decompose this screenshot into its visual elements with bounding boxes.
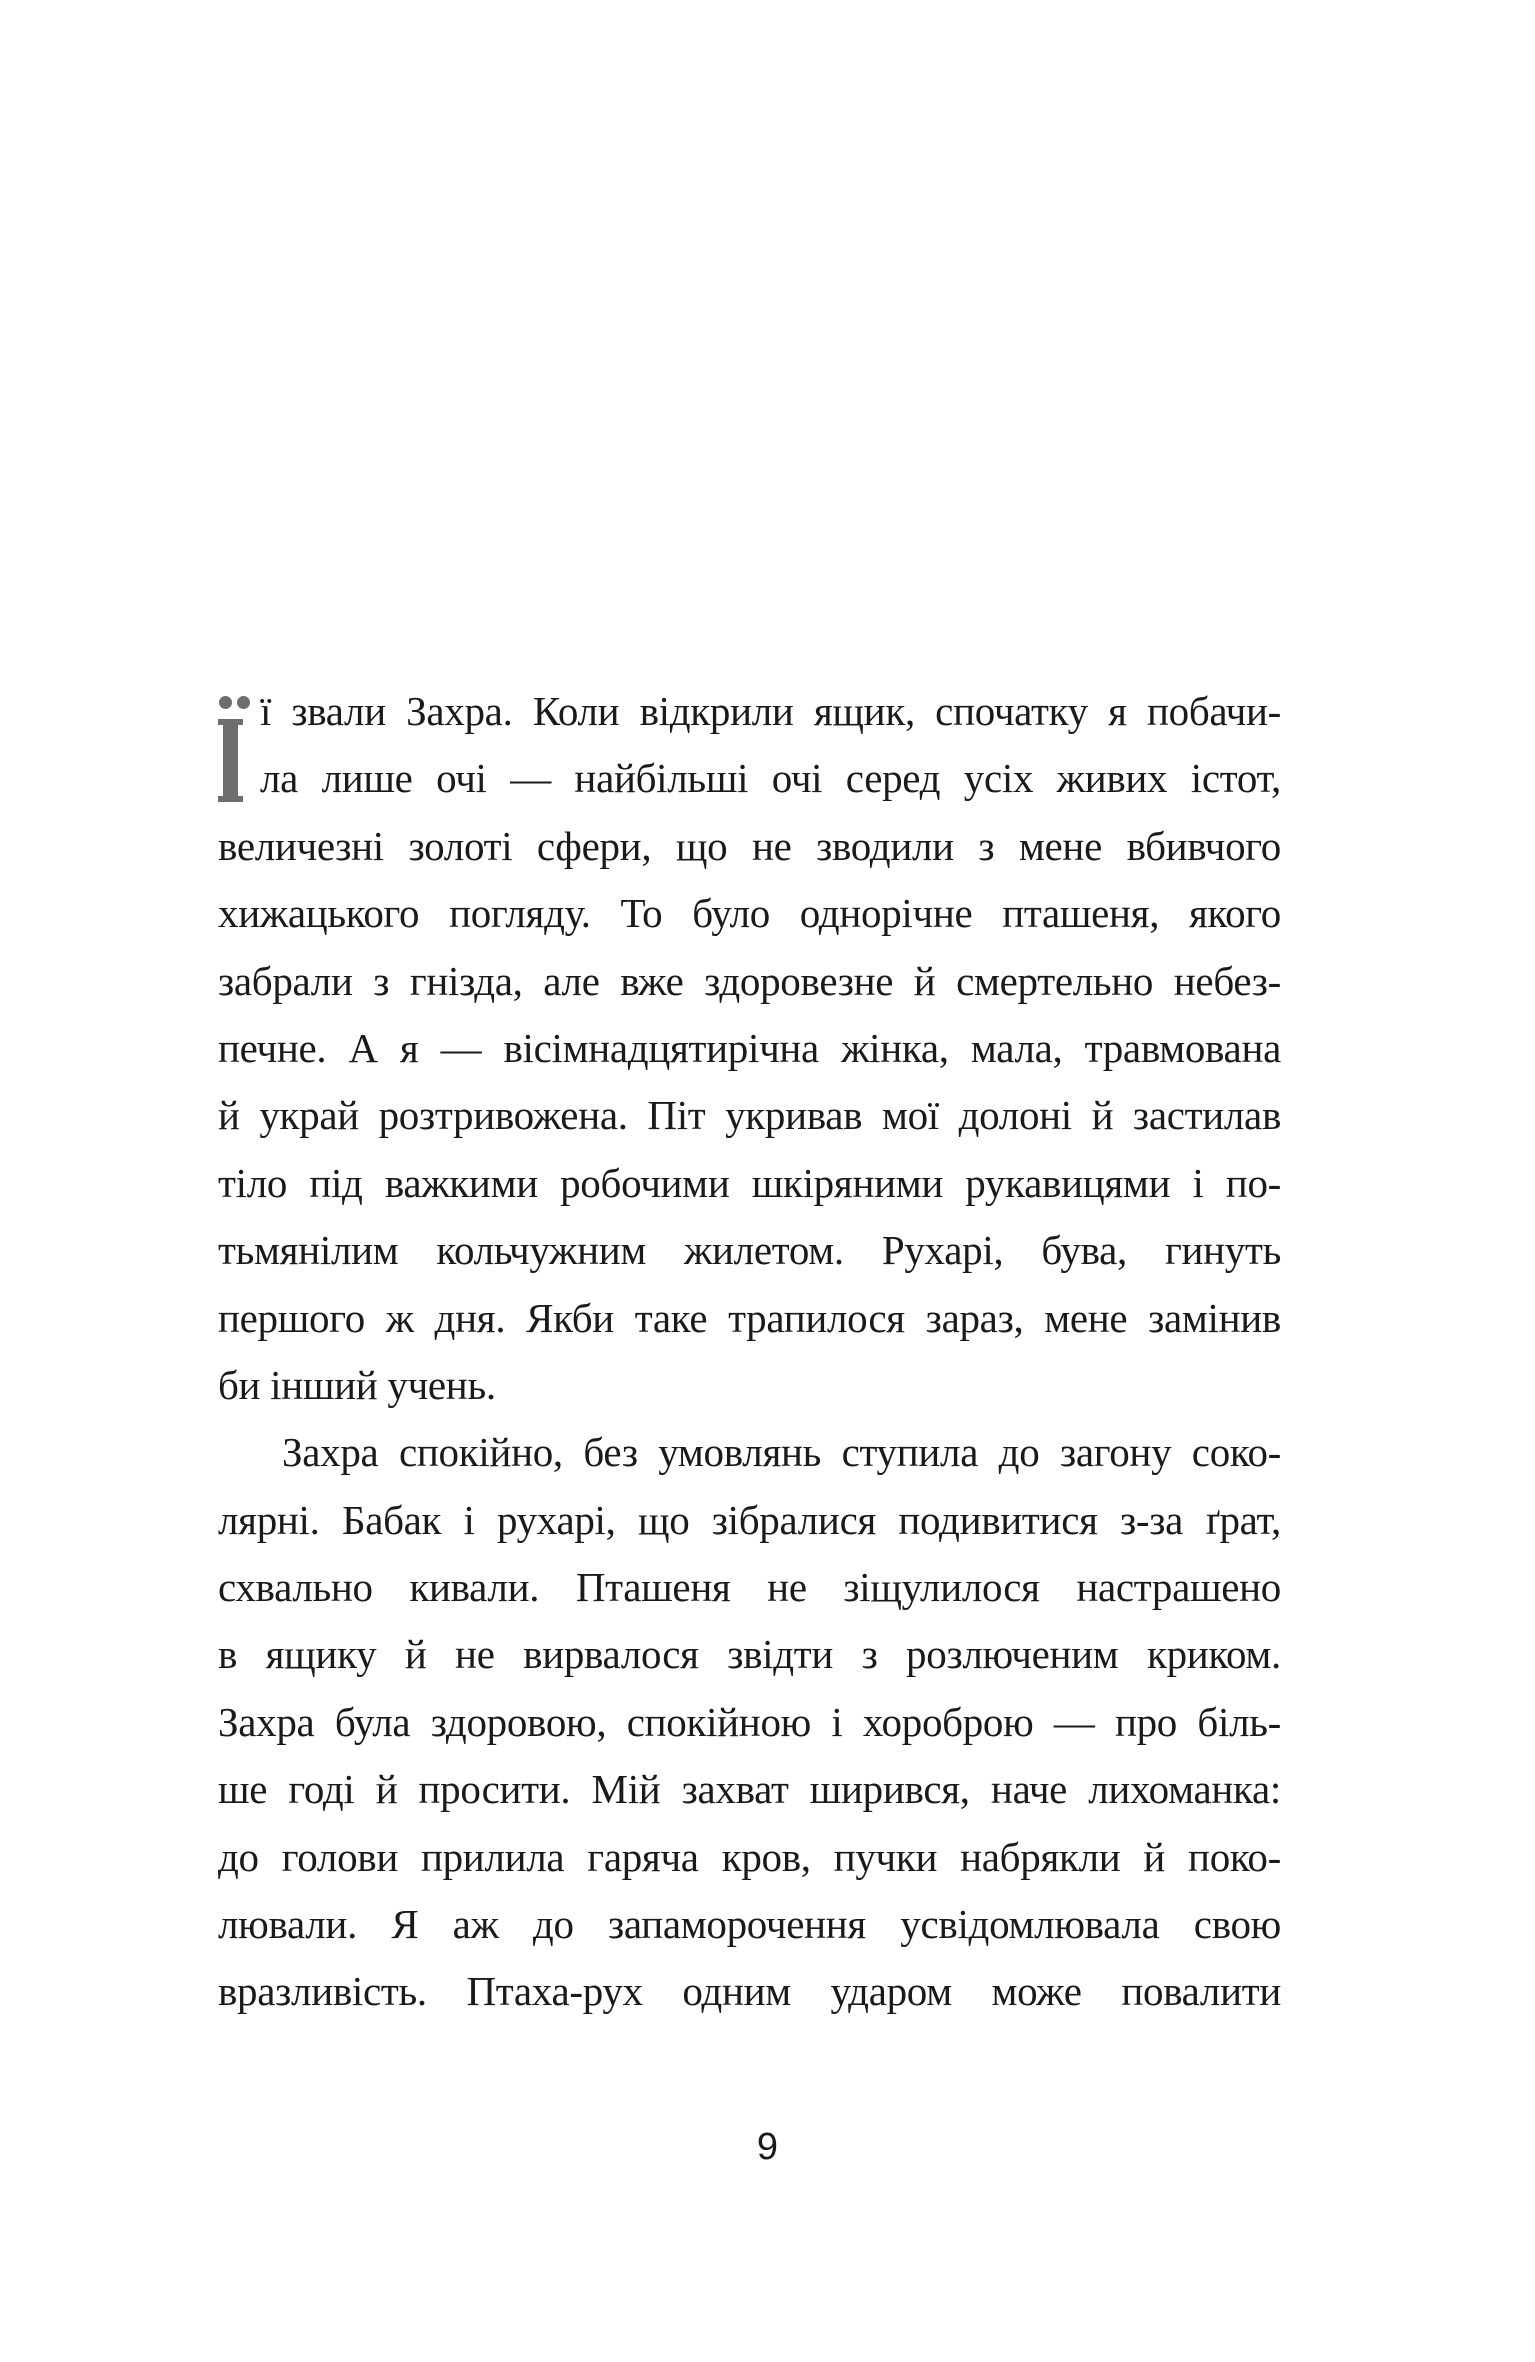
- text-line: тіло під важкими робочими шкіряними рукавицями і по-: [218, 1159, 1281, 1206]
- text-line: ла лише очі — найбільші очі серед усіх живих істот,: [260, 755, 1281, 802]
- text-line: забрали з гнізда, але вже здоровезне й смертельно небез-: [218, 957, 1281, 1004]
- text-line: величезні золоті сфери, що не зводили з мене вбивчого: [218, 822, 1281, 869]
- text-line: Захра спокійно, без умовлянь ступила до загону соко-: [282, 1429, 1281, 1476]
- text-line: Захра була здоровою, спокійною і хороброю — про біль-: [218, 1698, 1281, 1745]
- text-line: схвально кивали. Пташеня не зіщулилося настрашено: [218, 1564, 1281, 1611]
- page-number: 9: [756, 2126, 779, 2168]
- text-line: до голови прилила гаряча кров, пучки набрякли й поко-: [218, 1833, 1281, 1880]
- text-line: лярні. Бабак і рухарі, що зібралися подивитися з-за ґрат,: [218, 1496, 1281, 1543]
- drop-cap: [218, 696, 250, 804]
- paragraph-2: [218, 1419, 1281, 2093]
- text-line: хижацького погляду. То було однорічне пташеня, якого: [218, 890, 1281, 937]
- text-line: ше годі й просити. Мій захват ширився, наче лихоманка:: [218, 1766, 1281, 1813]
- text-line: би інший учень.: [218, 1361, 496, 1408]
- text-line: тьмянілим кольчужним жилетом. Рухарі, бува, гинуть: [218, 1227, 1281, 1274]
- text-line: лювали. Я аж до запаморочення усвідомлювала свою: [218, 1901, 1281, 1948]
- text-line: [218, 2026, 1281, 2093]
- paragraph-1: [218, 678, 1281, 1419]
- body-text: [218, 678, 1281, 2093]
- text-line: вразливість. Птаха-рух одним ударом може повалити: [218, 1968, 1281, 2015]
- text-line: в ящику й не вирвалося звідти з розлюченим криком.: [218, 1631, 1281, 1678]
- text-line: печне. А я — вісімнадцятирічна жінка, мала, травмована: [218, 1024, 1281, 1071]
- text-line: першого ж дня. Якби таке трапилося зараз, мене замінив: [218, 1294, 1281, 1341]
- text-line: й украй розтривожена. Піт укривав мої долоні й застилав: [218, 1092, 1281, 1139]
- text-line: ї звали Захра. Коли відкрили ящик, спочатку я побачи-: [260, 688, 1281, 734]
